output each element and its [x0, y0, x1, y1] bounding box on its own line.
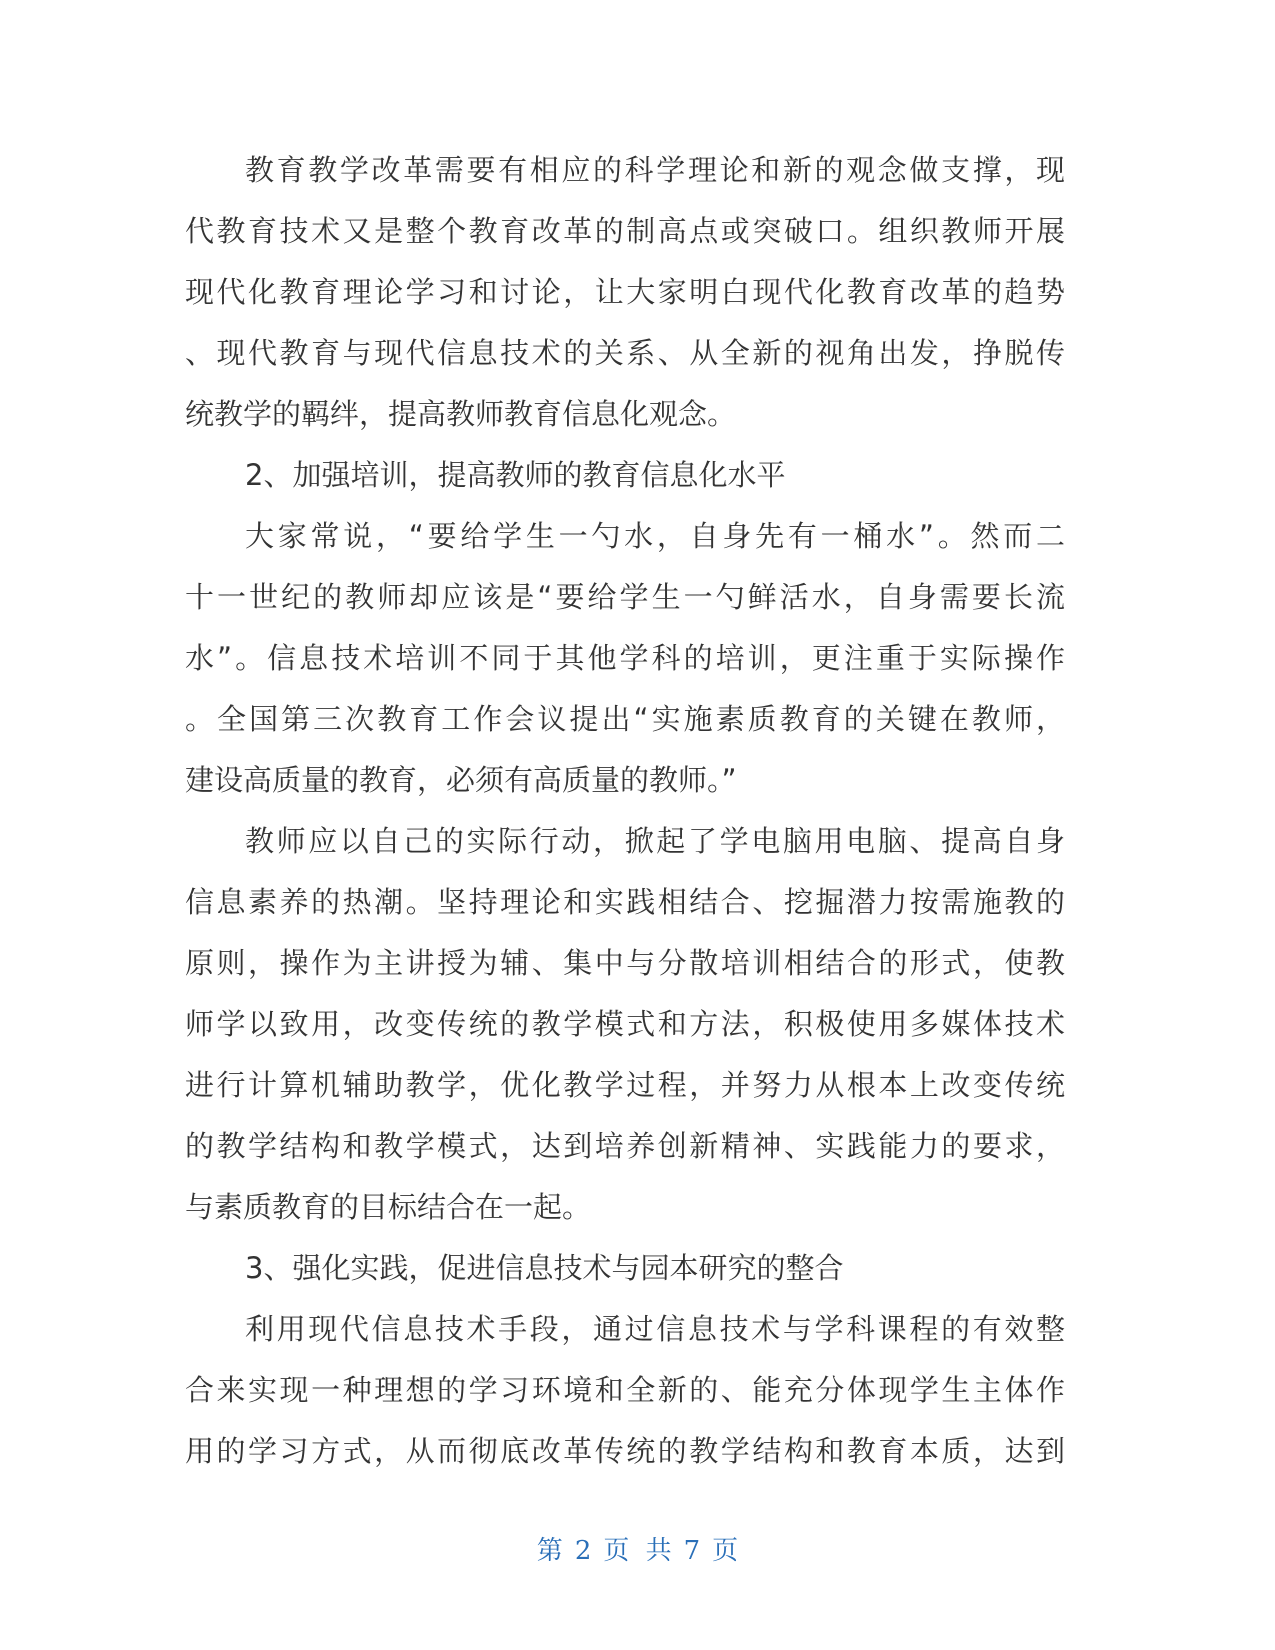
- footer-prefix: 第: [536, 1536, 563, 1566]
- paragraph-line: 师学以致用，改变传统的教学模式和方法，积极使用多媒体技术: [185, 1007, 1065, 1041]
- paragraph-line: 十一世纪的教师却应该是“要给学生一勺鲜活水，自身需要长流: [185, 580, 1065, 614]
- paragraph-line: 建设高质量的教育，必须有高质量的教师。”: [185, 763, 737, 797]
- paragraph-line: 代教育技术又是整个教育改革的制高点或突破口。组织教师开展: [185, 214, 1065, 248]
- footer-page-number: 2: [574, 1536, 592, 1566]
- paragraph-line: 水”。信息技术培训不同于其他学科的培训，更注重于实际操作: [185, 641, 1065, 675]
- paragraph-line: 原则，操作为主讲授为辅、集中与分散培训相结合的形式，使教: [185, 946, 1065, 980]
- paragraph-line: 统教学的羁绊，提高教师教育信息化观念。: [185, 397, 737, 431]
- footer-total-pages: 7: [683, 1536, 701, 1566]
- paragraph-line: 现代化教育理论学习和讨论，让大家明白现代化教育改革的趋势: [185, 275, 1065, 309]
- footer-suffix: 页: [712, 1536, 739, 1566]
- paragraph-line: 、现代教育与现代信息技术的关系、从全新的视角出发，挣脱传: [185, 336, 1065, 370]
- paragraph-line: 与素质教育的目标结合在一起。: [185, 1190, 592, 1224]
- section-heading: 3、强化实践，促进信息技术与园本研究的整合: [245, 1251, 844, 1285]
- paragraph-line: 教育教学改革需要有相应的科学理论和新的观念做支撑，现: [245, 153, 1065, 187]
- page-footer: [0, 1530, 1275, 1567]
- paragraph-line: 。全国第三次教育工作会议提出“实施素质教育的关键在教师，: [185, 702, 1065, 736]
- paragraph-line: 用的学习方式，从而彻底改革传统的教学结构和教育本质，达到: [185, 1434, 1065, 1468]
- document-body: [185, 140, 1065, 1482]
- paragraph-line: 进行计算机辅助教学，优化教学过程，并努力从根本上改变传统: [185, 1068, 1065, 1102]
- paragraph-line: 合来实现一种理想的学习环境和全新的、能充分体现学生主体作: [185, 1373, 1065, 1407]
- paragraph-line: 利用现代信息技术手段，通过信息技术与学科课程的有效整: [245, 1312, 1065, 1346]
- paragraph-line: 信息素养的热潮。坚持理论和实践相结合、挖掘潜力按需施教的: [185, 885, 1065, 919]
- paragraph-line: 教师应以自己的实际行动，掀起了学电脑用电脑、提高自身: [245, 824, 1065, 858]
- paragraph-line: 的教学结构和教学模式，达到培养创新精神、实践能力的要求，: [185, 1129, 1065, 1163]
- section-heading: 2、加强培训，提高教师的教育信息化水平: [245, 458, 786, 492]
- paragraph-line: 大家常说，“要给学生一勺水，自身先有一桶水”。然而二: [245, 519, 1065, 553]
- footer-middle: 页 共: [603, 1536, 672, 1566]
